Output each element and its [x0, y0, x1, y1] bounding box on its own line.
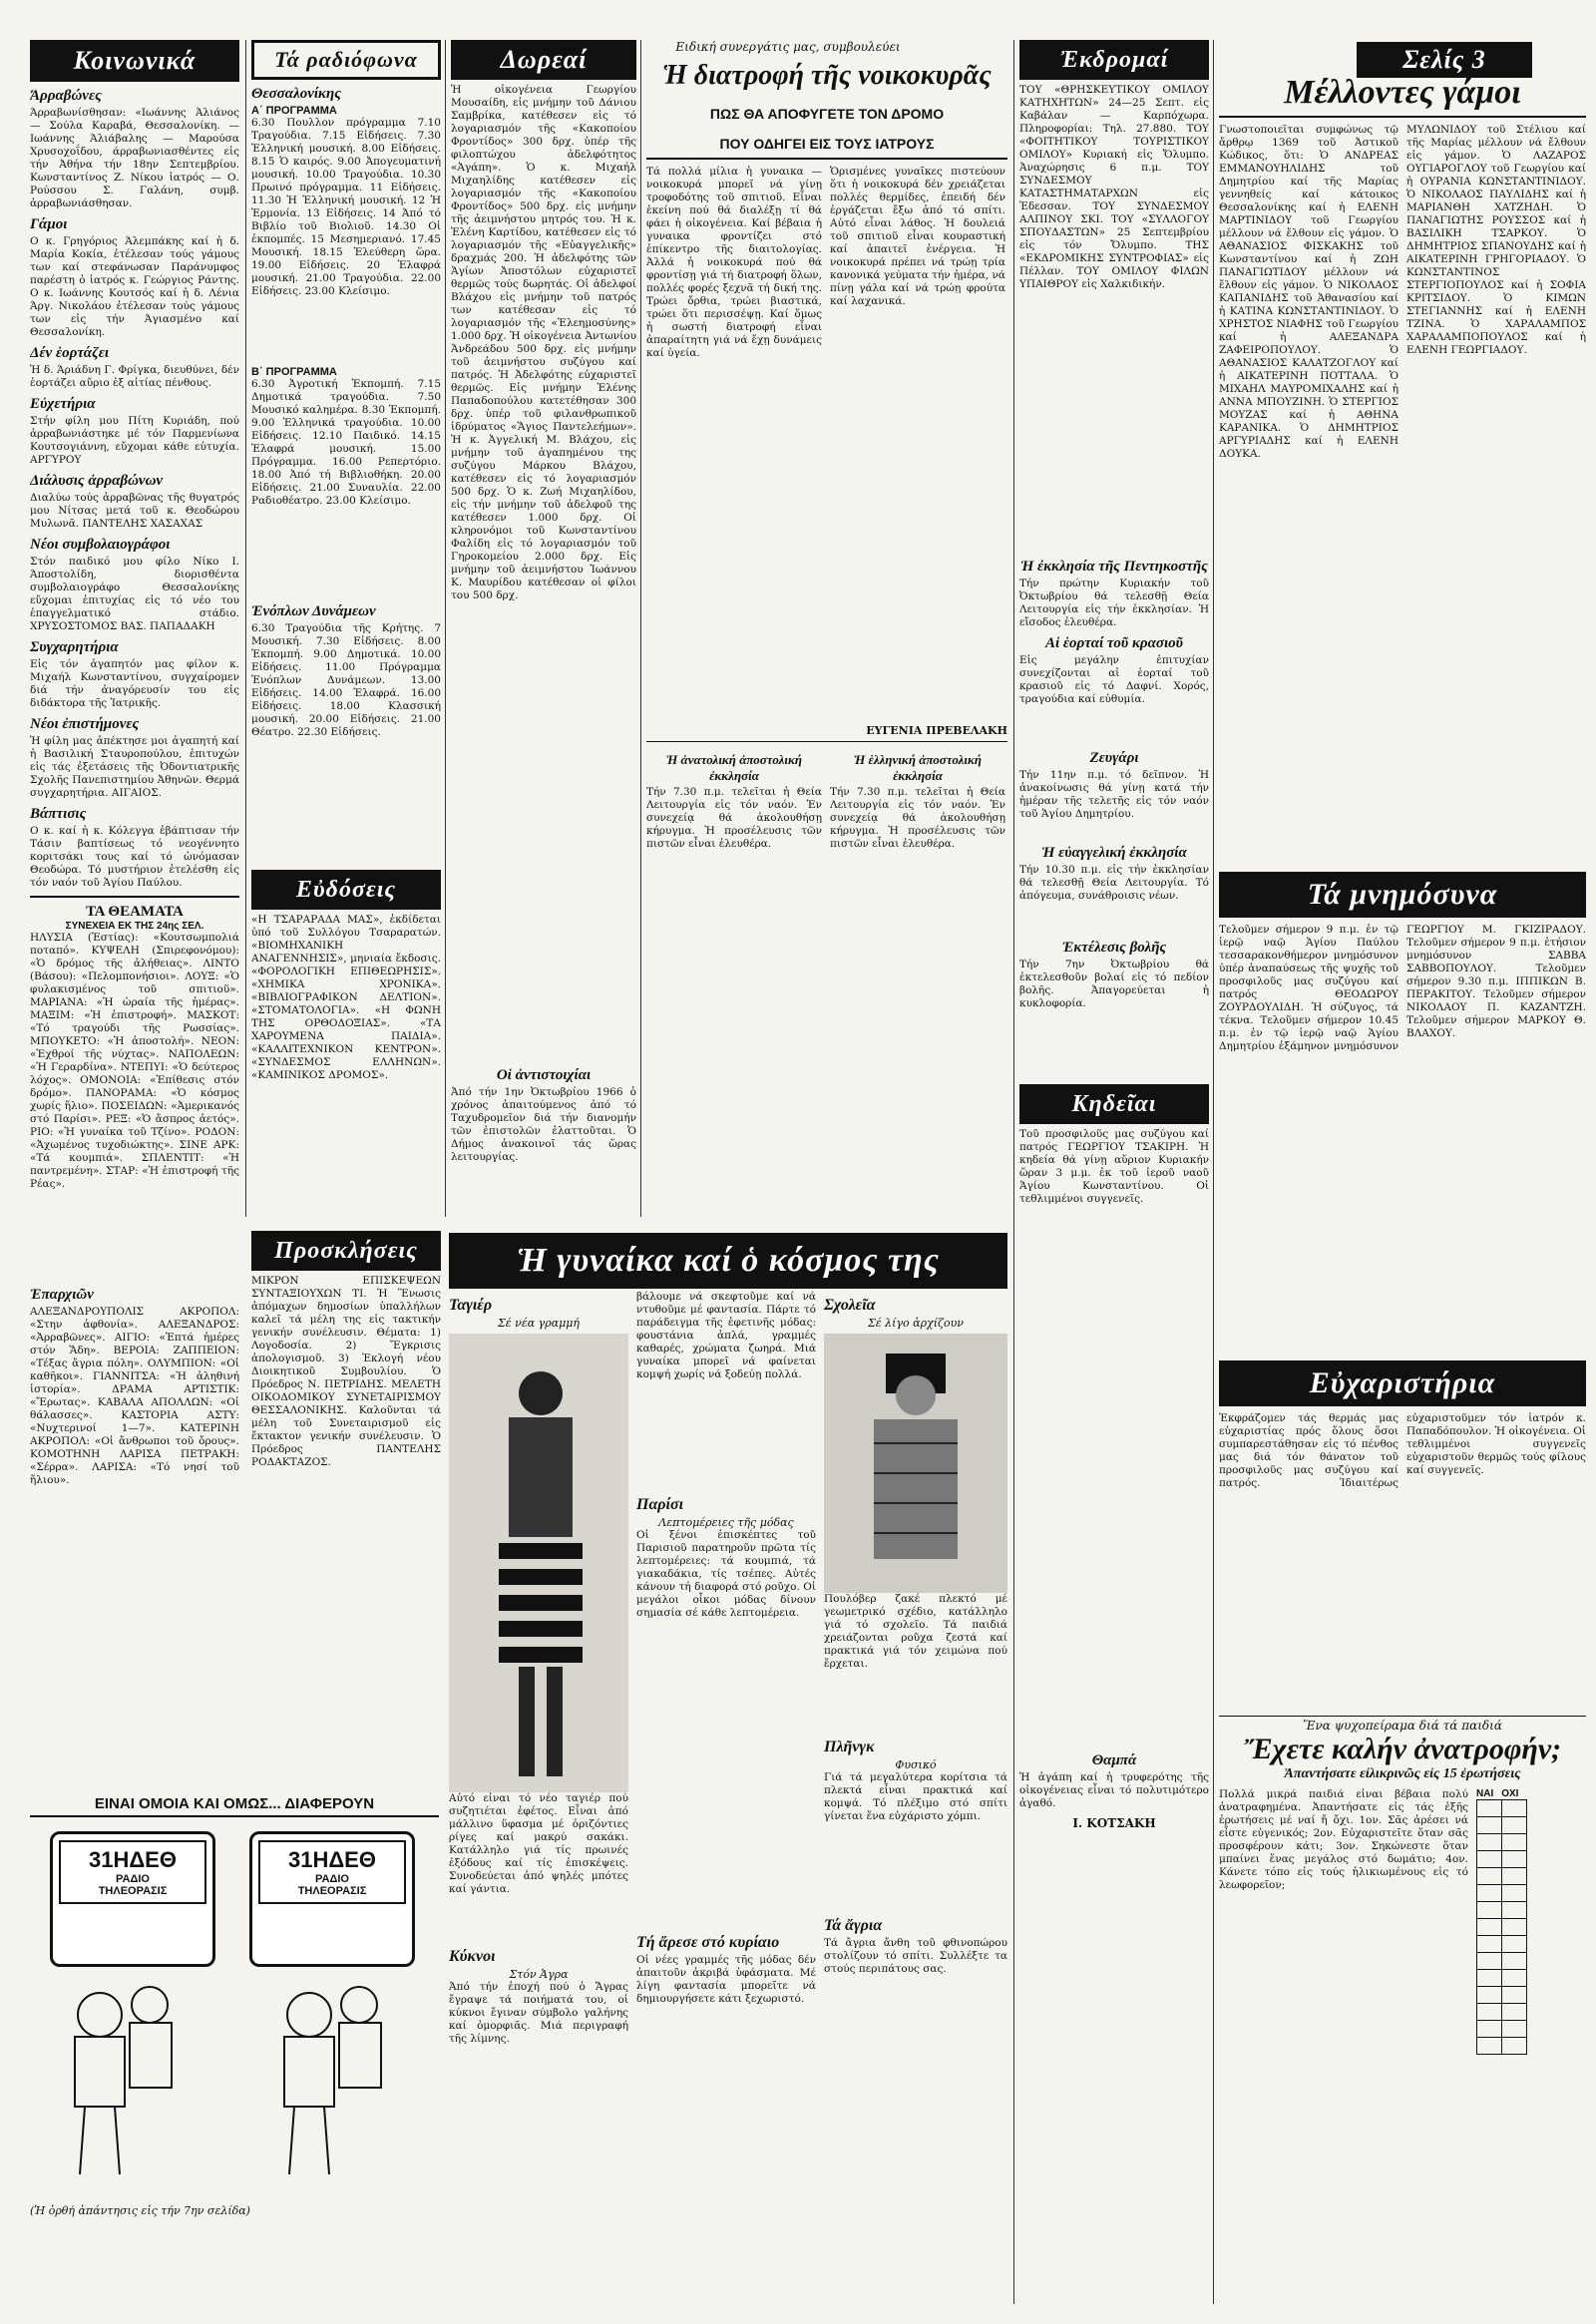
- wed-text: Τήν 11ην π.μ. τό δεῖπνον. Ἡ ἀνακοίνωσις θά γίνῃ κατά τήν ἡμέραν τῆς τελετῆς εἰς τόν ναόν τοῦ Ἁγίου Δημητρίου.: [1019, 769, 1209, 820]
- social-section-text: Στόν παιδικό μου φίλο Νίκο Ι. Άποστολίδη, διορισθέντα συμβολαιογράφο Θεσσαλονίκης εὔχομαι ἐπιτυχίας εἰς τό νέο του ἐπαγγελματικό στάδιο. ΧΡΥΣΟΣΤΟΜΟΣ ΒΑΣ. ΠΑΠΑΔΑΚΗ: [30, 556, 239, 632]
- psych-answer-cell[interactable]: [1477, 1936, 1502, 1953]
- column-divider: [1213, 40, 1214, 2304]
- psych-body: [1219, 1788, 1586, 2055]
- social-banner: Κοινωνικά: [30, 40, 239, 82]
- promo-block: [30, 1795, 439, 2234]
- forces-title: Ἐνόπλων Δυνάμεων: [251, 603, 376, 619]
- prosklisis-text: ΜΙΚΡΟΝ ΕΠΙΣΚΕΨΕΩΝ ΣΥΝΤΑΞΙΟΥΧΩΝ ΤΙ. Ἡ Ἕνωσις ἀπόμαχων δημοσίων ὑπαλλήλων καλεῖ τά μέλη της εἰς τακτικήν γενικήν συνέλευσιν. Θέματα: 1) Λογοδοσία. 2) Ἔγκρισις ἀπολογισμοῦ. 3) Ἐκλογή νέου Διοικητικοῦ Συμβουλίου. Ὁ Πρόεδρος Ν. ΠΕΤΡΙΔΗΣ. ΜΕΛΕΤΗ ΟΙΚΟΔΟΜΙΚΟΥ ΣΥΝΕΤΑΙΡΙΣΜΟΥ ΘΕΣΣΑΛΟΝΙΚΗΣ. Καλοῦνται τά μέλη τοῦ Συνεταιρισμοῦ εἰς ἔκτακτον γενικήν συνέλευσιν. Ὁ Πρόεδρος ΠΑΝΤΕΛΗΣ ΡΟΔΑΚΤΑΖΟΣ.: [251, 1275, 441, 1468]
- feature-banner: Ἡ γυναίκα καί ὁ κόσμος της: [449, 1233, 1007, 1289]
- psych-answer-cell[interactable]: [1502, 1936, 1527, 1953]
- funerals-banner: Κηδεῖαι: [1019, 1084, 1209, 1124]
- column-divider: [640, 40, 641, 1217]
- church-a-title: Ἡ ἀνατολική ἀποστολική ἐκκλησία: [665, 752, 803, 783]
- schools-sub: Σέ λίγο ἀρχίζουν: [868, 1317, 964, 1330]
- psych-answer-cell[interactable]: [1502, 1851, 1527, 1868]
- newspaper-page: [30, 40, 1586, 2304]
- tv-set-right: [249, 1831, 415, 1967]
- cartoon-head: [132, 1987, 168, 2023]
- feature-col-c: [824, 1291, 1007, 2017]
- psych-yes-label: ΝΑΙ: [1476, 1788, 1494, 1799]
- social-section-text: Ἡ δ. Άριάδνη Γ. Φρίγκα, διευθύνει, δέν ἑορτάζει αὔριο ἐξ αἰτίας πένθους.: [30, 364, 239, 389]
- column-divider: [1013, 40, 1014, 2304]
- tv-screen: [59, 1840, 206, 1904]
- memorials-text: Τελοῦμεν σήμερον 9 π.μ. ἐν τῷ ἰερῷ ναῷ Ἁγίου Παύλου τεσσαρακονθήμερον μνημόσυνον ὑπέρ ἀναπαύσεως τῆς ψυχῆς τοῦ προσφιλοῦς μας συζύγου καί πατρός ΘΕΟΔΩΡΟΥ ΖΟΥΡΔΟΥΛΙΔΗ. Ἡ σύζυγος, τά τέκνα. Τελοῦμεν σήμερον 10.45 π.μ. ἐν τῷ ἰερῷ ναῷ Ἁγίου Δημητρίου ἑξάμηνον μνημόσυνον ΓΕΩΡΓΙΟΥ Μ. ΓΚΙΖΙΡΑΔΟΥ. Τελοῦμεν σήμερον 9 π.μ. ἐτήσιον μνημόσυνον ΣΑΒΒΑ ΣΑΒΒΟΠΟΥΛΟΥ. Τελοῦμεν σήμερον 9.30 π.μ. ΙΠΠΙΚΩΝ Β. ΠΕΡΑΚΙΤΟΥ. Τελοῦμεν σήμερον ΝΙΚΟΛΑΟΥ Π. ΚΑΖΑΝΤΖΗ. Τελοῦμεν σήμερον ΜΑΡΚΟΥ Θ. ΒΛΑΧΟΥ.: [1219, 924, 1586, 1052]
- cartoon-head: [78, 1993, 122, 2037]
- tv-top-text: 31ΗΔΕΘ: [288, 1847, 376, 1872]
- tv-mid-text: ΡΑΔΙΟ: [315, 1873, 349, 1885]
- promo-title: ΕΙΝΑΙ ΟΜΟΙΑ ΚΑΙ ΟΜΩΣ... ΔΙΑΦΕΡΟΥΝ: [30, 1795, 439, 1817]
- excursions-text: ΤΟΥ «ΘΡΗΣΚΕΥΤΙΚΟΥ ΟΜΙΛΟΥ ΚΑΤΗΧΗΤΩΝ» 24—25 Σεπτ. εἰς Καβάλαν — Καρπόχωρα. Πληροφορίαι: Τηλ. 27.880. ΤΟΥ «ΦΟΙΤΗΤΙΚΟΥ ΤΟΥΡΙΣΤΙΚΟΥ ΟΜΙΛΟΥ» Κυριακή εἰς Ὄλυμπο. Ἀναχώρησις 6 π.μ. ΤΟΥ ΣΥΝΔΕΣΜΟΥ ΚΑΤΑΣΤΗΜΑΤΑΡΧΩΝ εἰς Ἐδεσσαν. ΤΟΥ ΣΥΝΔΕΣΜΟΥ ΑΛΠΙΝΟΥ ΣΚΙ. ΤΟΥ «ΣΥΛΛΟΓΟΥ ΣΠΟΥΔΑΣΤΩΝ» 25 Σεπτεμβρίου εἰς τόν Ὄλυμπο. ΤΗΣ «ΕΚΔΡΟΜΙΚΗΣ ΣΥΝΤΡΟΦΙΑΣ» εἰς Πέλλαν. ΤΟΥ ΟΜΙΛΟΥ ΦΙΛΩΝ ΥΠΑΙΘΡΟΥ εἰς Χαλκιδικήν.: [1019, 84, 1209, 290]
- psych-grid-row: [1477, 1800, 1527, 1817]
- social-section-text: Ο κ. Γρηγόριος Άλεμπάκης καί ἡ δ. Μαρία Κοκία, ἐτέλεσαν τούς γάμους των καί στεφάνωσαν Παράνυμφος παρέστη ὁ ἰατρός κ. Γεώργιος Ράντης. Ο κ. Ιωάννης Κουτσός καί ἡ δ. Λένια Άργ. Νικολάου ἐτέλεσαν τούς γάμους των εἰς τήν Άγιασμένο καί Θεσσαλονίκη.: [30, 235, 239, 338]
- psych-answer-cell[interactable]: [1477, 1800, 1502, 1817]
- page-number-label: Σελίς 3: [1357, 42, 1532, 78]
- tv-screen: [258, 1840, 406, 1904]
- church-pentecost-text: Τήν πρώτην Κυριακήν τοῦ Ὀκτωβρίου θά τελεσθῇ Θεία Λειτουργία εἰς τήν ἐκκλησίαν. Ἡ εἴσοδος ἐλευθέρα.: [1019, 578, 1209, 628]
- psych-title: Ἔχετε καλήν ἀνατροφήν;: [1243, 1733, 1562, 1765]
- marriages-text-right: ΜΥΛΩΝΙΔΟΥ τοῦ Στέλιου καί τῆς Μαρίας μέλλουν νά ἔλθουν εἰς γάμον. Ὁ ΛΑΖΑΡΟΣ ΟΥΓΙΑΡΟΓΛΟΥ τοῦ Γεωργίου καί ἡ ΟΥΡΑΝΙΑ ΚΩΝΣΤΑΝΤΙΝΙΔΟΥ. Ὁ ΝΙΚΟΛΑΟΣ ΠΑΥΛΙΔΗΣ καί ἡ ΜΑΡΙΑΝΘΗ ΧΑΤΖΗΔΗ. Ὁ ΠΑΝΑΓΙΩΤΗΣ ΡΟΥΣΣΟΣ καί ἡ ΒΑΣΙΛΙΚΗ ΤΣΑΡΚΟΥ. Ὁ ΔΗΜΗΤΡΙΟΣ ΣΠΑΝΟΥΔΗΣ καί ἡ ΑΙΚΑΤΕΡΙΝΗ ΓΡΗΓΟΡΙΑΔΟΥ. Ὁ ΚΩΝΣΤΑΝΤΙΝΟΣ ΣΤΕΡΓΙΟΠΟΥΛΟΣ καί ἡ ΣΟΦΙΑ ΚΡΙΤΣΙΔΟΥ. Ὁ ΚΙΜΩΝ ΣΤΕΓΙΑΝΝΗΣ καί ἡ ΕΛΕΝΗ ΤΖΙΝΑ. Ὁ ΧΑΡΑΛΑΜΠΟΣ ΧΑΡΑΛΑΜΠΟΠΟΥΛΟΣ καί ἡ ΕΛΕΝΗ ΓΕΩΡΓΙΑΔΟΥ.: [1406, 124, 1586, 356]
- wild-text: Τά ἄγρια ἄνθη τοῦ φθινοπώρου στολίζουν τό σπίτι. Συλλέξτε τα στούς περιπάτους σας.: [824, 1937, 1007, 1975]
- swans-sub: Στόν Ἀγρα: [509, 1968, 569, 1981]
- social-section-text: Ἡ φίλη μας ἀπέκτησε μοι ἀγαπητή καί ἡ Βασιλική Σταυροπούλου, ἐπιτυχών εἰς τάς ἐξετάσεις τῆς Ὀδοντιατρικῆς Σχολῆς Πανεπιστημίου Ἀθηνῶν. Θερμά συγχαρητήρια. ΑΙΓΑΙΟΣ.: [30, 735, 239, 799]
- swans-title: Κύκνοι: [449, 1948, 496, 1965]
- program-b-title: Β΄ ΠΡΟΓΡΑΜΜΑ: [251, 366, 337, 378]
- marriages-text-left: Γνωστοποιεῖται συμφώνως τῷ ἄρθρῳ 1369 τοῦ Ἀστικοῦ Κώδικος, ὅτι: Ὁ ΑΝΔΡΕΑΣ ΕΜΜΑΝΟΥΗΛΙΔΗΣ τοῦ Δημητρίου καί τῆς Μαρίας γεννηθείς καί κάτοικος Θεσσαλονίκης καί ἡ ΕΛΕΝΗ ΜΑΡΤΙΝΙΔΟΥ τοῦ Γεωργίου μέλλουν νά ἔλθουν εἰς γάμον. Ὁ ΑΘΑΝΑΣΙΟΣ ΦΙΣΚΑΚΗΣ τοῦ Κωνσταντίνου καί ἡ ΖΩΗ ΠΑΝΑΓΙΩΤΙΔΟΥ μέλλουν νά ἔλθουν εἰς γάμον. Ὁ ΝΙΚΟΛΑΟΣ ΚΑΠΑΝΙΔΗΣ τοῦ Ἀθανασίου καί ἡ ΚΑΤΙΝΑ ΚΩΝΣΤΑΝΤΙΝΙΔΟΥ. Ὁ ΧΡΗΣΤΟΣ ΝΙΑΦΗΣ τοῦ Γεωργίου καί ἡ ΑΛΕΞΑΝΔΡΑ ΖΑΦΕΙΡΟΠΟΥΛΟΥ. Ὁ ΑΘΑΝΑΣΙΟΣ ΚΑΛΑΤΖΟΓΛΟΥ καί ἡ ΑΙΚΑΤΕΡΙΝΗ ΠΟΤΤΑΛΑ. Ὁ ΜΙΧΑΗΛ ΜΑΥΡΟΜΙΧΑΛΗΣ καί ἡ ΑΝΝΑ ΜΠΟΥΖΙΝΗ. Ὁ ΣΤΕΡΓΙΟΣ ΜΟΥΖΑΣ καί ἡ ΑΘΗΝΑ ΚΑΡΑΝΙΚΑ. Ὁ ΔΗΜΗΤΡΙΟΣ ΑΡΓΥΡΙΑΔΗΣ καί ἡ ΕΛΕΝΗ ΔΟΥΚΑ.: [1219, 124, 1398, 460]
- psych-grid-row: [1477, 1987, 1527, 2004]
- psych-grid-row: [1477, 2004, 1527, 2021]
- psych-grid-row: [1477, 1902, 1527, 1919]
- church-pentecost-title: Ἡ ἐκκλησία τῆς Πεντηκοστῆς: [1020, 559, 1208, 575]
- exec-text: Τήν 7ην Ὀκτωβρίου θά ἐκτελεσθοῦν βολαί εἰς τό πεδίον βολῆς. Ἀπαγορεύεται ἡ κυκλοφορία.: [1019, 959, 1209, 1009]
- marriages-body: [1219, 124, 1586, 862]
- eudoseis-text: «Η ΤΣΑΡΑΡΑΔΑ ΜΑΣ», ἐκδίδεται ὑπό τοῦ Συλλόγου Τσαραρατών. «ΒΙΟΜΗΧΑΝΙΚΗ ΑΝΑΓΕΝΝΗΣΙΣ», μηνιαία ἔκδοσις. «ΦΟΡΟΛΟΓΙΚΗ ΕΠΙΘΕΩΡΗΣΙΣ». «ΧΗΜΙΚΑ ΧΡΟΝΙΚΑ». «ΒΙΒΛΙΟΓΡΑΦΙΚΟΝ ΔΕΛΤΙΟΝ». «ΣΤΟΜΑΤΟΛΟΓΙΑ». «Η ΦΩΝΗ ΤΗΣ ΟΡΘΟΔΟΞΙΑΣ». «ΤΑ ΧΑΡΟΥΜΕΝΑ ΠΑΙΔΙΑ». «ΚΑΛΛΙΤΕΧΝΙΚΟΝ ΚΕΝΤΡΟΝ». «ΣΥΝΔΕΣΜΟΣ ΕΛΛΗΝΩΝ». «ΚΑΜΙΝΙΚΟΣ ΔΡΟΜΟΣ».: [251, 914, 441, 1081]
- tailleur-title: Ταγιέρ: [449, 1297, 493, 1314]
- column-donations: [451, 40, 636, 1217]
- cartoon-head: [287, 1993, 331, 2037]
- article-signature: ΕΥΓΕΝΙΑ ΠΡΕΒΕΛΑΚΗ: [866, 724, 1007, 737]
- social-section-title: Συγχαρητήρια: [30, 639, 119, 655]
- tv-bottom-text: ΤΗΛΕΟΡΑΣΙΣ: [98, 1885, 168, 1897]
- psych-answer-cell[interactable]: [1502, 1902, 1527, 1919]
- psych-grid-table: [1476, 1799, 1527, 2055]
- psych-grid-row: [1477, 1885, 1527, 1902]
- page-subtitle: Ειδική συνεργάτις μας, συμβουλεύει: [675, 40, 901, 54]
- promo-footnote: (Ἡ ὀρθή ἀπάντησις εἰς τήν 7ην σελίδα): [30, 2204, 250, 2217]
- rule: [646, 741, 1007, 742]
- church-b-text: Τήν 7.30 π.μ. τελεῖται ἡ Θεία Λειτουργία εἰς τόν ναόν. Ἐν συνεχείᾳ θά ἀκολουθήσῃ κήρυγμα. Ἡ προσέλευσις τῶν πιστῶν εἶναι ἐλευθέρα.: [830, 786, 1005, 850]
- social-section-text: Ο κ. καί ἡ κ. Κόλεγγα ἐβάπτισαν τήν Τάσιν βαπτίσεως τό νεογέννητο κοριτσάκι τους καί τό ὠνόμασαν Θεοδώρα. Τό μυστήριον ἐτελέσθη εἰς τόν ναόν τοῦ Ἁγίου Παύλου.: [30, 825, 239, 889]
- article-kicker: ΠΩΣ ΘΑ ΑΠΟΦΥΓΕΤΕ ΤΟΝ ΔΡΟΜΟ: [709, 106, 945, 122]
- themata-sub: ΣΥΝΕΧΕΙΑ ΕΚ ΤΗΣ 24ης ΣΕΛ.: [65, 921, 204, 932]
- psych-grid-row: [1477, 1817, 1527, 1834]
- schoolgirl-photo: [824, 1334, 1007, 1593]
- themata-title: ΤΑ ΘΕΑΜΑΤΑ: [86, 904, 184, 920]
- psych-answer-cell[interactable]: [1502, 2038, 1527, 2055]
- notice-text: Ἀπό τήν 1ην Ὀκτωβρίου 1966 ὁ χρόνος ἀπαιτούμενος ἀπό τό Ταχυδρομεῖον διά τήν διανομήν τῶν ἐπιστολῶν ἐλαττοῦται. Ὁ Δήμος ἀνακοινοῖ τάς ὥρας λειτουργίας.: [451, 1086, 636, 1163]
- eudoseis-banner: Εὐδόσεις: [251, 870, 441, 910]
- plek-title: Πλῆνγκ: [824, 1739, 875, 1755]
- psych-answer-cell[interactable]: [1477, 1851, 1502, 1868]
- tailleur-text: Αὐτό εἶναι τό νέο ταγιέρ πού συζητιέται ἐφέτος. Εἶναι ἀπό μάλλινο ὕφασμα μέ ὁριζόντιες ρίγες καί μακρύ σακάκι. Κατάλληλο γιά τίς πρωινές ἐξόδους καί τίς ἐπισκέψεις. Συνοδεύεται ἀπό ψηλές μπότες καί γάντια.: [449, 1792, 628, 1895]
- church-articles: [646, 746, 1007, 906]
- psych-grid-row: [1477, 1868, 1527, 1885]
- psych-answer-cell[interactable]: [1502, 1817, 1527, 1834]
- column-divider: [245, 40, 246, 1217]
- psych-answer-cell[interactable]: [1477, 1953, 1502, 1970]
- psych-answer-cell[interactable]: [1502, 1953, 1527, 1970]
- psych-kicker: Ἕνα ψυχοπείραμα διά τά παιδιά: [1219, 1716, 1586, 1733]
- psych-answer-cell[interactable]: [1477, 1868, 1502, 1885]
- psych-grid-row: [1477, 1953, 1527, 1970]
- psych-answer-cell[interactable]: [1477, 1885, 1502, 1902]
- thanks-text: Ἐκφράζομεν τάς θερμάς μας εὐχαριστίας πρός ὅλους ὅσοι συμπαρεστάθησαν εἰς τό πένθος μας διά τόν θάνατον τοῦ προσφιλοῦς μας συζύγου καί πατρός. Ἰδιαιτέρως εὐχαριστοῦμεν τόν ἰατρόν κ. Παπαδόπουλον. Ἡ οἰκογένεια. Οἱ τεθλιμμένοι συγγενεῖς εὐχαριστοῦν θερμῶς τούς φίλους καί συγγενεῖς.: [1219, 1412, 1586, 1489]
- tv-set-left: [50, 1831, 215, 1967]
- social-section-title: Εὐχετήρια: [30, 396, 96, 412]
- notice-title: Οἱ ἀντιστοιχίαι: [496, 1067, 592, 1083]
- column-excursions: [1019, 40, 1209, 2304]
- psych-answer-cell[interactable]: [1502, 2021, 1527, 2038]
- thampa-signature: Ι. ΚΟΤΣΑΚΗ: [1072, 1816, 1156, 1830]
- psych-text: Πολλά μικρά παιδιά εἶναι βέβαια πολύ ἀνατραφημένα. Ἀπαντήσατε εἰς τάς ἑξῆς ἐρωτήσεις μέ ναί ἤ ὄχι. 1ον. Σᾶς ἀρέσει νά εἶστε εὐγενικός; 2ον. Εὐχαριστεῖτε ὅταν σᾶς προσφέρουν κάτι; 3ον. Σηκώνεστε ὅταν μπαίνει ἕνας μεγάλος στό δωμάτιο; 4ον. Κάνετε τόπο εἰς τούς ἡλικιωμένους εἰς τό λεωφορεῖον;: [1219, 1788, 1468, 1891]
- psych-grid-row: [1477, 1936, 1527, 1953]
- program-a-text: 6.30 Πουλλον πρόγραμμα 7.10 Τραγούδια. 7.15 Εἰδήσεις. 7.30 Ἐλληνική μουσική. 8.00 Εἰδήσεις. 8.15 Ὁ καιρός. 9.00 Ἀπογευματινή μουσική. 10.00 Τραγούδια. 10.30 Πρωινό πρόγραμμα. 11 Εἰδήσεις. 11.30 Ἡ Ἐλληνική μουσική. 12 Ἡ Ἑρμονία. 13 Εἰδήσεις. 14 Ἀπό τό Βιβλίο τοῦ Βιολιοῦ. 14.30 Οἱ ἐκπομπές. 15 Μεσημεριανό. 17.45 Μουσική. 18.15 Ἐλεύθερη ὥρα. 19.00 Εἰδήσεις. 20 Ἐλαφρά μουσική. 21.00 Τραγούδια. 22.00 Εἰδήσεις. 23.00 Κλείσιμο.: [251, 117, 441, 297]
- social-section-title: Βάπτισις: [30, 806, 87, 822]
- psych-answer-cell[interactable]: [1502, 2004, 1527, 2021]
- psych-subtitle: Ἀπαντήσατε εἰλικρινῶς εἰς 15 ἐρωτήσεις: [1284, 1766, 1521, 1781]
- radio-station: Θεσσαλονίκης: [251, 86, 341, 102]
- psych-answer-cell[interactable]: [1477, 2038, 1502, 2055]
- wine-feast-text: Εἰς μεγάλην ἐπιτυχίαν συνεχίζονται αἱ ἑορταί τοῦ κρασιοῦ εἰς τό Δαφνί. Χορός, τραγούδια καί εὐθυμία.: [1019, 654, 1209, 705]
- donations-text: Ἡ οἰκογένεια Γεωργίου Μουσαίδη, εἰς μνήμην τοῦ Δάνιου Σαμβρίκα, κατέθεσεν εἰς τό λογαριασμόν τῆς «Κακοποίου Φροντίδος» 300 δρχ. ὑπέρ τῆς φιλοπτώχου ἀδελφότητος «Ἀγάπη». Ὁ κ. Μιχαήλ Μιχαηλίδης κατέθεσεν εἰς λογαριασμόν τῆς «Κακοποίου Φροντίδος» 500 δρχ. εἰς μνήμην τῆς ἀειμνήστου μητρός του. Ἡ κ. Ἑλένη Καρτίδου, κατέθεσεν εἰς τό λογαριασμόν τῆς «Εὐαγγελικῆς» δραχμάς 200. Ἡ ἀδελφότης τῶν Ἁγίων Ἀποστόλων εὐχαριστεῖ θερμῶς τούς δωρητάς. Οἱ ἀδελφοί Βλάχου εἰς μνήμην τοῦ πατρός των κατέθεσαν εἰς τό λογαριασμόν τῆς «Ἐλεημοσύνης» 1.000 δρχ. Ἡ οἰκογένεια Ἀντωνίου Ἀνδρεάδου 500 δρχ. εἰς μνήμην τοῦ ἀειμνήστου συζύγου καί πατρός. Ἡ Ἀδελφότης εὐχαριστεῖ θερμῶς. Εἰς μνήμην Ἑλένης Παπαδοπούλου κατετέθησαν 300 δρχ. ὑπέρ τοῦ φιλανθρωπικοῦ ἱδρύματος «Ἅγιος Παντελεήμων». Ἡ κ. Ἀγγελική Μ. Βλάχου, εἰς μνήμην τοῦ ἀγαπημένου της συζύγου Μάρκου Βλάχου, κατέθεσεν εἰς τό λογαριασμόν 500 δρχ. Ὁ κ. Ζωή Μιχαηλίδου, εἰς τήν μνήμην τοῦ ἀδελφοῦ της κατέθεσεν 1.000 δρχ. Οἱ κληρονόμοι τοῦ Κωνσταντίνου Φαλίδη εἰς τό λογαριασμόν τοῦ Γηροκομείου 2.000 δρχ. Εἰς μνήμην τοῦ ἀειμνήστου Ἰωάννου Κ. Μαυρίδου κατέθεσαν οἱ φίλοι του 500 δρχ.: [451, 84, 636, 601]
- social-section-title: Γάμοι: [30, 216, 68, 232]
- radio-banner: Τά ραδιόφωνα: [251, 40, 441, 80]
- cartoon-head: [341, 1987, 377, 2023]
- evangelical-title: Ἡ εὐαγγελική ἐκκλησία: [1041, 845, 1187, 861]
- social-section-title: Δέν ἑορτάζει: [30, 345, 110, 361]
- tv-bottom-text: ΤΗΛΕΟΡΑΣΙΣ: [297, 1885, 367, 1897]
- article-kicker-2: ΠΟΥ ΟΔΗΓΕΙ ΕΙΣ ΤΟΥΣ ΙΑΤΡΟΥΣ: [646, 136, 1007, 160]
- psych-answer-cell[interactable]: [1502, 1800, 1527, 1817]
- psych-answer-cell[interactable]: [1477, 1970, 1502, 1987]
- eparchion-title: Ἐπαρχιῶν: [30, 1287, 94, 1303]
- psych-answer-cell[interactable]: [1502, 1919, 1527, 1936]
- psych-answer-cell[interactable]: [1477, 1919, 1502, 1936]
- tv-mid-text: ΡΑΔΙΟ: [116, 1873, 150, 1885]
- feature-woman-world: [449, 1233, 1007, 2304]
- themata-text: ΗΛΥΣΙΑ (Ἑστίας): «Κουτσωμπολιά ποταπό». ΚΥΨΕΛΗ (Σπιρεφονόμου): «Ὁ δρόμος τῆς ἀλήθειας». ΛΙΝΤΟ (Βάσου): «Πελομπονήσιοι». ΛΟΥΞ: «Ὁ φυλακισμένος τοῦ σπιτιοῦ». ΜΑΡΙΑΝΑ: «Ἡ ὡραία τῆς ἡμέρας». ΜΑΞΙΜ: «Ἡ ἐπιστροφή». ΜΑΣΚΟΤ: «Τό τραγούδι τῆς Ρωσσίας». ΜΠΟΥΚΕΤΟ: «Ἡ ἀποστολή». ΝΕΟΝ: «Ἐχθροί τῆς νύχτας». ΝΑΠΟΛΕΩΝ: «Ἡ Γεραρδίνα». ΝΤΕΠΥΙ: «Ὁ δεύτερος λόχος». ΟΜΟΝΟΙΑ: «Ἐπίθεσις στόν δρόμο». ΠΑΝΟΡΑΜΑ: «Ὁ κόσμος χωρίς ἥλιο». ΠΟΣΕΙΔΩΝ: «Ἀμερικανός στό Παρίσι». ΡΕΞ: «Ὁ ἄσπρος ἀετός». ΡΙΟ: «Ἡ γυναίκα τοῦ Τζίνο». ΡΟΔΟΝ: «Ἀχωμένος τυχοδιώκτης». ΣΙΝΕ ΑΡΚ: «Τά κουμπιά». ΣΠΛΕΝΤΙΤ: «Ἡ παντρεμένη». ΣΤΑΡ: «Ἡ ἐπιστροφή τῆς Ρέας».: [30, 932, 239, 1190]
- donations-banner: Δωρεαί: [451, 40, 636, 80]
- psych-grid-row: [1477, 1970, 1527, 1987]
- social-section-title: Άρραβώνες: [30, 88, 102, 104]
- eparchion-text: ΑΛΕΞΑΝΔΡΟΥΠΟΛΙΣ ΑΚΡΟΠΟΛ: «Στην ἀφθονία». ΑΛΕΞΑΝΔΡΟΣ: «Ἀρραβῶνες». ΑΙΓΙΟ: «Ἐπτά ἡμέρες στόν Ἅδη». ΒΕΡΟΙΑ: ΖΑΠΠΕΙΟΝ: «Τέξας ἄγρια πόλη». ΟΛΥΜΠΙΟΝ: «Οἱ καθῆκοι». ΓΙΑΝΝΙΤΣΑ: «Ἡ ἀληθινή ἱστορία». ΔΡΑΜΑ ΑΡΤΙΣΤΙΚ: «Ἔρωτας». ΚΑΒΑΛΑ ΑΠΟΛΛΩΝ: «Οἱ θάλασσες». ΚΑΣΤΟΡΙΑ ΑΣΤΥ: «Νυχτερινοί 1—7». ΚΑΤΕΡΙΝΗ ΑΚΡΟΠΟΛ: «Οἱ ἄνθρωποι τοῦ ὄρους». ΚΟΜΟΤΗΝΗ ΛΑΡΙΣΑ ΠΕΤΡΑΚΗ: «Σέρρα». ΛΑΡΙΣΑ: «Τό νησί τοῦ ἥλιου».: [30, 1306, 239, 1486]
- social-sections: [30, 88, 239, 890]
- psych-answer-cell[interactable]: [1477, 1902, 1502, 1919]
- feature-col-a: [449, 1291, 628, 2200]
- cartoon-body: [75, 2037, 125, 2107]
- psych-answer-cell[interactable]: [1477, 1834, 1502, 1851]
- psych-grid-row: [1477, 2021, 1527, 2038]
- church-b-title: Ἡ ἑλληνική ἀποστολική ἐκκλησία: [853, 752, 983, 783]
- column-marriages: [1219, 40, 1586, 2304]
- column-divider: [445, 40, 446, 1217]
- evangelical-text: Τήν 10.30 π.μ. εἰς τήν ἐκκλησίαν θά τελεσθῇ Θεία Λειτουργία. Τό ἀπόγευμα, συνάθροισις νέων.: [1019, 864, 1209, 902]
- social-section-title: Διάλυσις ἀρραβώνων: [30, 473, 164, 489]
- psych-answer-cell[interactable]: [1502, 1987, 1527, 2004]
- swans-text: Ἀπό τήν ἐποχή πού ὁ Ἄγρας ἔγραψε τά ποιήματά του, οἱ κύκνοι ἔγιναν σύμβολο γαλήνης καί ὀμορφιᾶς. Μιά περιγραφή τῆς λίμνης.: [449, 1981, 628, 2045]
- thampa-text: Ἡ ἀγάπη καί ἡ τρυφερότης τῆς οἰκογένειας εἶναι τό πολυτιμότερο ἀγαθό.: [1019, 1771, 1209, 1809]
- program-b-text: 6.30 Ἀγροτική Ἐκπομπή. 7.15 Δημοτικά τραγούδια. 7.50 Μουσικό καλημέρα. 8.30 Ἐκπομπή. 9.00 Ἐλληνικά τραγούδια. 10.00 Εἰδήσεις. 12.10 Παιδικό. 14.15 Ἐλαφρά μουσική. 15.00 Πρόγραμμα. 16.00 Ρεπερτόριο. 18.00 Ἀπό τή Βιβλιοθήκη. 20.00 Εἰδήσεις. 21.00 Συναυλία. 22.00 Ραδιοθέατρο. 23.00 Κλείσιμο.: [251, 378, 441, 507]
- social-section-text: Άρραβωνίσθησαν: «Ιωάννης Άλιάνος — Σούλα Καραβά, Θεσσαλονίκη. — Ιωάννης Άλιάβαλης — Μαρούσα Χρυσοχοΐδου, άρραβωνιασθέντες εἰς τήν Ἀθήνα τήν 18ην Σεπτεμβρίου. Κωνσταντίνος Ζ. Νίκου ἰατρός — Ο. Ρούσσου Σ. Γαλάνη, συμβ. ἀρραβωνιάσθησαν.: [30, 107, 239, 209]
- excursions-banner: Ἐκδρομαί: [1019, 40, 1209, 80]
- tv-top-text: 31ΗΔΕΘ: [89, 1847, 177, 1872]
- paris-title: Παρίσι: [636, 1496, 684, 1513]
- prosklisis-banner: Προσκλήσεις: [251, 1231, 441, 1271]
- paris-sub: Λεπτομέρειες τῆς μόδας: [658, 1516, 794, 1529]
- social-section-title: Νέοι συμβολαιογράφοι: [30, 537, 171, 553]
- church-a-text: Τήν 7.30 π.μ. τελεῖται ἡ Θεία Λειτουργία εἰς τόν ναόν. Ἐν συνεχείᾳ θά ἀκολουθήσῃ κήρυγμα. Ἡ προσέλευσις τῶν πιστῶν εἶναι ἐλευθέρα.: [646, 786, 822, 850]
- tailleur-sub: Σέ νέα γραμμή: [497, 1317, 581, 1330]
- cartoon-illustration: [30, 1975, 439, 2194]
- church-article-a: [646, 746, 822, 906]
- column-nutrition-article: [646, 40, 1007, 1217]
- article-body: [646, 166, 1007, 724]
- psych-grid-header: [1476, 1788, 1527, 1799]
- thanks-banner: Εὐχαριστήρια: [1219, 1360, 1586, 1406]
- psych-grid-row: [1477, 1919, 1527, 1936]
- column-radio: [251, 40, 441, 1775]
- psych-answer-cell[interactable]: [1477, 1817, 1502, 1834]
- psych-grid-row: [1477, 1851, 1527, 1868]
- fashion-text: βάλουμε νά σκεφτοῦμε καί νά ντυθοῦμε μέ φαντασία. Πάρτε τό παράδειγμα τῆς ἐφετινῆς μόδας: φουστάνια ἁπλά, γραμμές καθαρές, χρώματα ζωηρά. Μιά γυναίκα μπορεῖ νά φαίνεται κομψή χωρίς νά ξοδεύῃ πολλά.: [636, 1291, 816, 1380]
- article-text-left: Τά πολλά μίλια ἡ γυναικα — νοικοκυρά μπορεῖ νά γίνῃ τροφοδότης τοῦ σπιτιοῦ. Εἶναι ἐκείνη πού θά διαλέξῃ τί θά φάει ἡ οἰκογένεια. Καί βέβαια ἡ γυναικα φροντίζει στό ἐπίκεντρο τῆς διαιτολογίας. Ἀλλά ἡ νοικοκυρά πού θά φροντίσῃ γιά τή διατροφή ὅλων, πολλές φορές ξεχνᾶ τή δική της. Τρώει ὄρθια, τρώει βιαστικά, τρώει ὅτι περισσέψῃ. Καί ὅμως ἡ σωστή διατροφή εἶναι ἀπαραίτητη γιά νά ἔχῃ δυνάμεις καί ὑγεία.: [646, 166, 822, 359]
- marriages-title: Μέλλοντες γάμοι: [1219, 74, 1586, 118]
- memorials-banner: Τά μνημόσυνα: [1219, 872, 1586, 918]
- psych-answer-cell[interactable]: [1502, 1834, 1527, 1851]
- kyriaki-title: Τή ἄρεσε στό κυρίαιο: [636, 1934, 780, 1951]
- psych-no-label: ΟΧΙ: [1501, 1788, 1519, 1799]
- psych-grid-row: [1477, 1834, 1527, 1851]
- social-section-text: Διαλύω τούς ἀρραβῶνας τῆς θυγατρός μου Νίτσας μετά τοῦ κ. Θεοδώρου Μυλωνᾶ. ΠΑΝΤΕΛΗΣ ΧΑΣΑΧΑΣ: [30, 492, 239, 530]
- psych-answer-cell[interactable]: [1477, 2004, 1502, 2021]
- schools-title: Σχολεῖα: [824, 1297, 876, 1314]
- wed-title: Ζευγάρι: [1089, 750, 1139, 766]
- psych-answer-cell[interactable]: [1477, 1987, 1502, 2004]
- exec-title: Ἐκτέλεσις βολῆς: [1061, 940, 1167, 956]
- schools-text: Πουλόβερ ζακέ πλεκτό μέ γεωμετρικό σχέδιο, κατάλληλο γιά τό σχολεῖο. Τά παιδιά χρειάζονται ροῦχα ζεστά καί πρακτικά γιά τόν χειμώνα πού ἔρχεται.: [824, 1593, 1007, 1670]
- plek-sub: Φυσικό: [895, 1758, 937, 1771]
- article-headline: Ἡ διατροφή τῆς νοικοκυρᾶς: [662, 60, 992, 91]
- social-section-text: Εἰς τόν ἀγαπητόν μας φίλον κ. Μιχαήλ Κωνσταντίνου, συγχαίρομεν διά τήν ἀναγόρευσίν του εἰς διδάκτορα τῆς Ἰατρικῆς.: [30, 658, 239, 709]
- forces-text: 6.30 Τραγούδια τῆς Κρήτης. 7 Μουσική. 7.30 Εἰδήσεις. 8.00 Ἐκπομπή. 9.00 Δημοτικά. 10.00 Εἰδήσεις. 11.00 Πρόγραμμα Ἐνόπλων Δυνάμεων. 13.00 Εἰδήσεις. 14.00 Ἐλαφρά. 16.00 Εἰδήσεις. 18.00 Κλασσική μουσική. 20.00 Εἰδήσεις. 21.00 Θέατρο. 22.30 Εἰδήσεις.: [251, 622, 441, 738]
- psych-answer-cell[interactable]: [1502, 1868, 1527, 1885]
- psych-answer-grid: [1476, 1788, 1527, 2055]
- feature-col-b: [636, 1291, 816, 2153]
- thampa-title: Θαμπά: [1091, 1752, 1137, 1768]
- plek-text: Γιά τά μεγαλύτερα κορίτσια τά πλεκτά εἶναι πρακτικά καί κομψά. Τό πλέξιμο στό σπίτι γίνεται ἕνα εὐχάριστο χόμπι.: [824, 1771, 1007, 1822]
- program-a-title: Α΄ ΠΡΟΓΡΑΜΜΑ: [251, 105, 337, 117]
- psych-answer-cell[interactable]: [1502, 1970, 1527, 1987]
- wine-feast-title: Αἱ ἑορταί τοῦ κρασιοῦ: [1044, 635, 1184, 651]
- tailleur-photo: [449, 1334, 628, 1792]
- psych-grid-row: [1477, 2038, 1527, 2055]
- rule: [30, 896, 239, 898]
- wild-title: Τά ἄγρια: [824, 1917, 883, 1934]
- psych-answer-cell[interactable]: [1502, 1885, 1527, 1902]
- funerals-text: Τοῦ προσφιλοῦς μας συζύγου καί πατρός ΓΕΩΡΓΙΟΥ ΤΣΑΚΙΡΗ. Ἡ κηδεία θά γίνῃ αὔριον Κυριακήν ὥραν 3 μ.μ. ἐκ τοῦ ἰεροῦ ναοῦ Ἁγίου Κωνσταντίνου. Οἱ τεθλιμμένοι συγγενεῖς.: [1019, 1128, 1209, 1205]
- psych-answer-cell[interactable]: [1477, 2021, 1502, 2038]
- kyriaki-text: Οἱ νέες γραμμές τῆς μόδας δέν ἀπαιτοῦν ἀκριβά ὑφάσματα. Μέ λίγη φαντασία μπορεῖτε νά δημιουργήσετε κάτι ξεχωριστό.: [636, 1954, 816, 2005]
- church-article-b: [830, 746, 1005, 906]
- paris-text: Οἱ ξένοι ἐπισκέπτες τοῦ Παρισιοῦ παρατηροῦν πρῶτα τίς λεπτομέρειες: τά κουμπιά, τά γιακαδάκια, τίς τσέπες. Αὐτές κάνουν τή διαφορά στό ροῦχο. Οἱ μεγάλοι οἶκοι μόδας δίνουν σημασία σέ κάθε λεπτομέρεια.: [636, 1529, 816, 1619]
- social-section-title: Νέοι ἐπιστήμονες: [30, 716, 140, 732]
- article-text-right: Ὁρισμένες γυναῖκες πιστεύουν ὅτι ἡ νοικοκυρά δέν χρειάζεται πολλές θερμίδες, ἐπειδή δέν ἐργάζεται ἔξω ἀπό τό σπίτι. Αὐτό εἶναι λάθος. Ἡ δουλειά τοῦ σπιτιοῦ εἶναι κουραστική καί ἀπαιτεῖ ἐνέργεια. Ἡ νοικοκυρά πρέπει νά τρώῃ τρία κανονικά γεύματα τήν ἡμέρα, νά πίνῃ γάλα καί νά τρώῃ φρούτα καί λαχανικά.: [830, 166, 1005, 307]
- social-section-text: Στήν φίλη μου Πίτη Κυριάδη, πού ἀρραβωνιάστηκε μέ τόν Παρμενίωνα Κουτσογιάννη, εὔχομαι κάθε εὐτυχία. ΑΡΓΥΡΟΥ: [30, 415, 239, 466]
